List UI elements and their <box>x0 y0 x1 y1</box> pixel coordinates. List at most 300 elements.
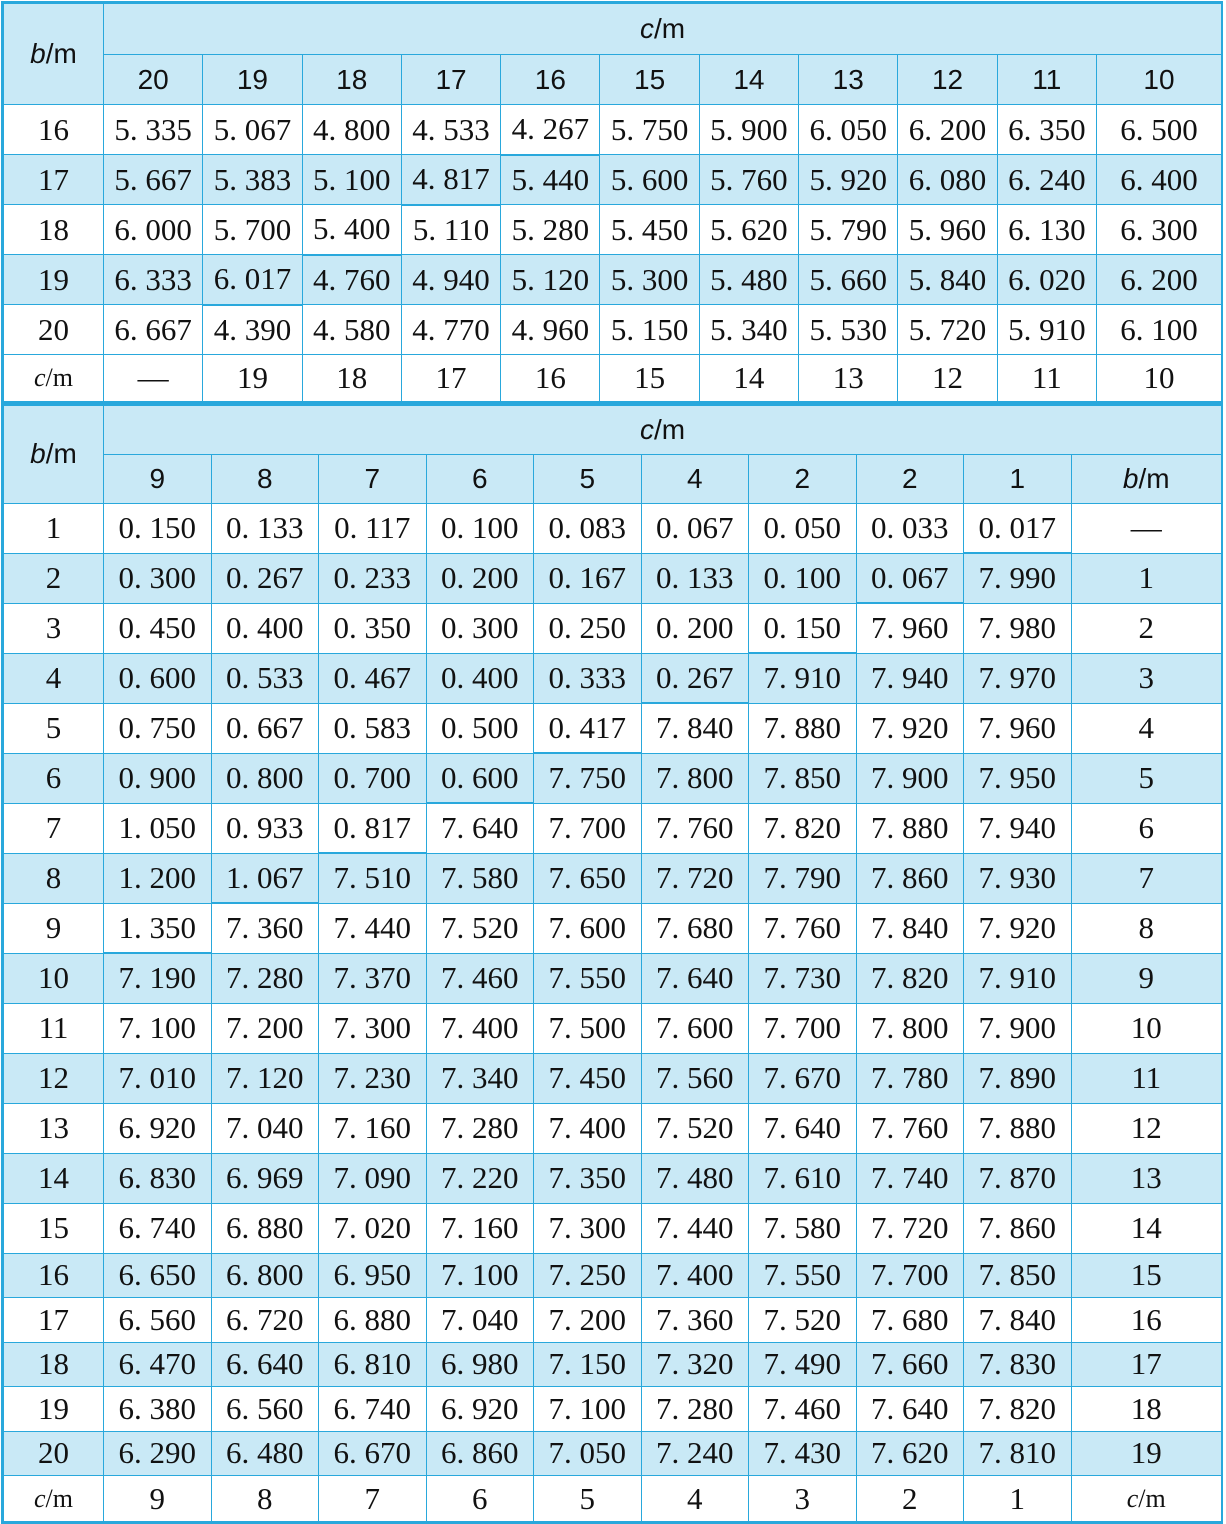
table-cell: 6. 667 <box>104 305 203 355</box>
column-header: 12 <box>898 55 997 105</box>
table-cell: 7. 520 <box>426 903 534 953</box>
table-cell: 0. 583 <box>319 703 427 753</box>
row-label-b-right: 8 <box>1071 903 1222 953</box>
row-label-b-right: 4 <box>1071 703 1222 753</box>
table-cell: 5. 120 <box>501 255 600 305</box>
table-cell: 7. 610 <box>749 1153 857 1203</box>
table-cell: 7. 300 <box>534 1203 642 1253</box>
column-header: 14 <box>699 55 798 105</box>
table-row <box>4 1387 1222 1432</box>
table-cell: 7. 920 <box>856 703 964 753</box>
table-cell: 7. 640 <box>641 953 749 1003</box>
table-cell: 6. 080 <box>898 155 997 205</box>
table-cell: 7. 970 <box>964 653 1072 703</box>
footer-label-c: c/m <box>4 355 104 403</box>
table-row <box>4 503 1222 553</box>
table-cell: 4. 580 <box>302 305 401 355</box>
table-cell: 6. 740 <box>319 1387 427 1432</box>
table-cell: 0. 450 <box>104 603 212 653</box>
table-cell: 7. 160 <box>319 1103 427 1153</box>
table-row <box>4 803 1222 853</box>
table-cell: 0. 667 <box>211 703 319 753</box>
table-cell: 6. 830 <box>104 1153 212 1203</box>
table-cell: 0. 150 <box>749 603 857 653</box>
table-cell: 6. 560 <box>211 1387 319 1432</box>
footer-label-c-var: c <box>34 362 46 392</box>
table-row <box>4 853 1222 903</box>
table-cell: 0. 400 <box>211 603 319 653</box>
table-cell: 6. 290 <box>104 1431 212 1476</box>
table-cell: 7. 880 <box>856 803 964 853</box>
table-cell: 0. 100 <box>749 553 857 603</box>
table-cell: 7. 910 <box>964 953 1072 1003</box>
table-cell: 6. 670 <box>319 1431 427 1476</box>
table-cell: 7. 790 <box>749 853 857 903</box>
column-header: 6 <box>426 454 534 503</box>
table-cell: 7. 800 <box>641 753 749 803</box>
footer-cell: 6 <box>426 1476 534 1522</box>
table-cell: 7. 400 <box>534 1103 642 1153</box>
table-cell: 7. 360 <box>641 1298 749 1343</box>
table-cell: 7. 440 <box>319 903 427 953</box>
row-label-b-right: 7 <box>1071 853 1222 903</box>
table-cell: 0. 250 <box>534 603 642 653</box>
table-row <box>4 1431 1222 1476</box>
table-cell: 5. 960 <box>898 205 997 255</box>
table-cell: 5. 340 <box>699 305 798 355</box>
table-cell: 0. 167 <box>534 553 642 603</box>
table-cell: 7. 400 <box>641 1253 749 1298</box>
row-label-b: 16 <box>4 105 104 155</box>
footer-cell: 2 <box>856 1476 964 1522</box>
table-cell: 7. 360 <box>211 903 319 953</box>
table-cell: 6. 880 <box>319 1298 427 1343</box>
table-cell: 7. 990 <box>964 553 1072 603</box>
right-header-b: b/m <box>1071 454 1222 503</box>
table-cell: 4. 267 <box>501 105 600 155</box>
column-header: 2 <box>856 454 964 503</box>
table-cell: 7. 910 <box>749 653 857 703</box>
table-cell: 7. 940 <box>856 653 964 703</box>
table-cell: 6. 240 <box>997 155 1096 205</box>
table-cell: 6. 480 <box>211 1431 319 1476</box>
table-cell: 7. 090 <box>319 1153 427 1203</box>
table-cell: 7. 010 <box>104 1053 212 1103</box>
table-cell: 5. 600 <box>600 155 699 205</box>
row-header-b-var: b <box>30 438 46 469</box>
row-label-b-right: — <box>1071 503 1222 553</box>
table-cell: 6. 500 <box>1096 105 1221 155</box>
table-cell: 4. 940 <box>401 255 500 305</box>
table-cell: 7. 120 <box>211 1053 319 1103</box>
row-label-b: 12 <box>4 1053 104 1103</box>
table-cell: 7. 520 <box>641 1103 749 1153</box>
table-cell: 0. 300 <box>104 553 212 603</box>
table-cell: 6. 860 <box>426 1431 534 1476</box>
table-cell: 5. 667 <box>104 155 203 205</box>
table-cell: 0. 500 <box>426 703 534 753</box>
footer-label-c-right-var: c <box>1126 1483 1139 1513</box>
table-cell: 7. 850 <box>749 753 857 803</box>
table-cell: 7. 740 <box>856 1153 964 1203</box>
table-cell: 7. 880 <box>964 1103 1072 1153</box>
table-cell: 7. 720 <box>641 853 749 903</box>
table-cell: 7. 040 <box>426 1298 534 1343</box>
table-cell: 0. 100 <box>426 503 534 553</box>
table-cell: 0. 800 <box>211 753 319 803</box>
table-cell: 7. 200 <box>211 1003 319 1053</box>
table-row <box>4 1153 1222 1203</box>
table-cell: 6. 920 <box>104 1103 212 1153</box>
table-cell: 4. 770 <box>401 305 500 355</box>
table-cell: 7. 780 <box>856 1053 964 1103</box>
table-cell: 5. 910 <box>997 305 1096 355</box>
column-header: 13 <box>799 55 898 105</box>
table-cell: 1. 067 <box>211 853 319 903</box>
row-label-b-right: 15 <box>1071 1253 1222 1298</box>
row-label-b-right: 5 <box>1071 753 1222 803</box>
table-cell: 6. 650 <box>104 1253 212 1298</box>
row-label-b: 18 <box>4 1342 104 1387</box>
table-cell: 7. 200 <box>534 1298 642 1343</box>
footer-cell: 16 <box>501 355 600 403</box>
table-cell: 5. 280 <box>501 205 600 255</box>
row-label-b: 5 <box>4 703 104 753</box>
table-cell: 0. 700 <box>319 753 427 803</box>
table-cell: 6. 380 <box>104 1387 212 1432</box>
table-cell: 7. 960 <box>856 603 964 653</box>
column-header: 5 <box>534 454 642 503</box>
table-cell: 7. 860 <box>856 853 964 903</box>
table-cell: 1. 050 <box>104 803 212 853</box>
table-cell: 4. 960 <box>501 305 600 355</box>
table-cell: 5. 440 <box>501 155 600 205</box>
table-row <box>4 1253 1222 1298</box>
table-cell: 0. 133 <box>211 503 319 553</box>
row-label-b: 19 <box>4 255 104 305</box>
table-cell: 0. 067 <box>856 553 964 603</box>
table-cell: 5. 480 <box>699 255 798 305</box>
footer-cell: — <box>104 355 203 403</box>
table-cell: 5. 720 <box>898 305 997 355</box>
row-label-b: 4 <box>4 653 104 703</box>
footer-cell: 18 <box>302 355 401 403</box>
table-cell: 7. 760 <box>856 1103 964 1153</box>
footer-cell: 8 <box>211 1476 319 1522</box>
table-cell: 0. 150 <box>104 503 212 553</box>
table-cell: 0. 017 <box>964 503 1072 553</box>
table-cell: 5. 530 <box>799 305 898 355</box>
table-cell: 7. 350 <box>534 1153 642 1203</box>
table-cell: 6. 200 <box>1096 255 1221 305</box>
table-cell: 7. 900 <box>964 1003 1072 1053</box>
table-cell: 7. 190 <box>104 953 212 1003</box>
table-cell: 0. 900 <box>104 753 212 803</box>
table-row <box>4 653 1222 703</box>
column-header: 10 <box>1096 55 1221 105</box>
footer-label-c-var: c <box>34 1483 46 1513</box>
table-cell: 0. 600 <box>104 653 212 703</box>
table-cell: 7. 730 <box>749 953 857 1003</box>
table-cell: 0. 817 <box>319 803 427 853</box>
table-cell: 7. 150 <box>534 1342 642 1387</box>
table-cell: 7. 480 <box>641 1153 749 1203</box>
table-cell: 7. 100 <box>426 1253 534 1298</box>
table-cell: 7. 550 <box>534 953 642 1003</box>
table-cell: 7. 760 <box>641 803 749 853</box>
table-cell: 5. 760 <box>699 155 798 205</box>
footer-cell: 9 <box>104 1476 212 1522</box>
row-label-b-right: 6 <box>1071 803 1222 853</box>
table-cell: 0. 133 <box>641 553 749 603</box>
column-header: 8 <box>211 454 319 503</box>
footer-cell: 15 <box>600 355 699 403</box>
table-cell: 6. 800 <box>211 1253 319 1298</box>
table-cell: 7. 460 <box>426 953 534 1003</box>
table-cell: 7. 450 <box>534 1053 642 1103</box>
table-cell: 7. 830 <box>964 1342 1072 1387</box>
column-header: 16 <box>501 55 600 105</box>
table-cell: 7. 940 <box>964 803 1072 853</box>
table-cell: 5. 700 <box>203 205 302 255</box>
footer-cell: 3 <box>749 1476 857 1522</box>
table-cell: 5. 110 <box>401 205 500 255</box>
table-cell: 6. 130 <box>997 205 1096 255</box>
row-label-b: 8 <box>4 853 104 903</box>
table-cell: 0. 300 <box>426 603 534 653</box>
table-row <box>4 205 1222 255</box>
table-cell: 7. 850 <box>964 1253 1072 1298</box>
row-label-b-right: 2 <box>1071 603 1222 653</box>
table-cell: 4. 760 <box>302 255 401 305</box>
table-cell: 7. 930 <box>964 853 1072 903</box>
table-cell: 0. 050 <box>749 503 857 553</box>
footer-cell: 14 <box>699 355 798 403</box>
table-cell: 6. 969 <box>211 1153 319 1203</box>
table-cell: 0. 200 <box>426 553 534 603</box>
table-cell: 5. 067 <box>203 105 302 155</box>
footer-cell: 10 <box>1096 355 1221 403</box>
column-header: 4 <box>641 454 749 503</box>
row-label-b-right: 1 <box>1071 553 1222 603</box>
table-cell: 5. 335 <box>104 105 203 155</box>
table-cell: 7. 650 <box>534 853 642 903</box>
table-cell: 4. 800 <box>302 105 401 155</box>
table-cell: 0. 350 <box>319 603 427 653</box>
table-cell: 7. 600 <box>641 1003 749 1053</box>
table-cell: 7. 920 <box>964 903 1072 953</box>
table-cell: 7. 440 <box>641 1203 749 1253</box>
row-label-b: 17 <box>4 1298 104 1343</box>
table-row <box>4 1298 1222 1343</box>
footer-cell: 5 <box>534 1476 642 1522</box>
table-row <box>4 255 1222 305</box>
row-label-b: 19 <box>4 1387 104 1432</box>
table-cell: 7. 670 <box>749 1053 857 1103</box>
row-label-b-right: 9 <box>1071 953 1222 1003</box>
table-cell: 7. 900 <box>856 753 964 803</box>
table-cell: 5. 660 <box>799 255 898 305</box>
table-cell: 5. 840 <box>898 255 997 305</box>
row-label-b-right: 13 <box>1071 1153 1222 1203</box>
table-row <box>4 603 1222 653</box>
group-header-c: c/m <box>104 405 1222 454</box>
table-cell: 6. 560 <box>104 1298 212 1343</box>
table-cell: 5. 620 <box>699 205 798 255</box>
row-label-b: 10 <box>4 953 104 1003</box>
table-row <box>4 305 1222 355</box>
table-cell: 7. 820 <box>964 1387 1072 1432</box>
row-label-b: 20 <box>4 1431 104 1476</box>
table-upper <box>3 3 1222 405</box>
table-cell: 7. 700 <box>534 803 642 853</box>
group-header-c-var: c <box>639 413 654 445</box>
column-header: 11 <box>997 55 1096 105</box>
table-cell: 7. 870 <box>964 1153 1072 1203</box>
right-header-b-var: b <box>1122 462 1139 494</box>
table-cell: 6. 000 <box>104 205 203 255</box>
table-cell: 7. 700 <box>856 1253 964 1298</box>
table-cell: 6. 740 <box>104 1203 212 1253</box>
table-cell: 7. 880 <box>749 703 857 753</box>
table-cell: 0. 117 <box>319 503 427 553</box>
table-cell: 6. 640 <box>211 1342 319 1387</box>
table-cell: 7. 640 <box>749 1103 857 1153</box>
row-label-b: 18 <box>4 205 104 255</box>
row-label-b: 14 <box>4 1153 104 1203</box>
table-cell: 1. 200 <box>104 853 212 903</box>
table-row <box>4 903 1222 953</box>
row-label-b: 20 <box>4 305 104 355</box>
table-cell: 7. 050 <box>534 1431 642 1476</box>
table-cell: 5. 400 <box>302 205 401 255</box>
column-header: 17 <box>401 55 500 105</box>
table-cell: 7. 840 <box>856 903 964 953</box>
footer-cell: 13 <box>799 355 898 403</box>
row-label-b: 15 <box>4 1203 104 1253</box>
table-cell: 6. 020 <box>997 255 1096 305</box>
table-cell: 0. 533 <box>211 653 319 703</box>
table-cell: 7. 400 <box>426 1003 534 1053</box>
table-row <box>4 105 1222 155</box>
table-cell: 6. 810 <box>319 1342 427 1387</box>
row-label-b: 6 <box>4 753 104 803</box>
table-cell: 6. 300 <box>1096 205 1221 255</box>
table-cell: 6. 720 <box>211 1298 319 1343</box>
column-header: 1 <box>964 454 1072 503</box>
footer-row <box>4 355 1222 403</box>
column-header: 20 <box>104 55 203 105</box>
table-cell: 7. 580 <box>749 1203 857 1253</box>
column-header: 18 <box>302 55 401 105</box>
table-cell: 7. 800 <box>856 1003 964 1053</box>
row-label-b: 2 <box>4 553 104 603</box>
table-cell: 7. 680 <box>641 903 749 953</box>
column-header: 15 <box>600 55 699 105</box>
table-cell: 0. 267 <box>211 553 319 603</box>
row-label-b: 11 <box>4 1003 104 1053</box>
table-cell: 7. 510 <box>319 853 427 903</box>
table-cell: 6. 950 <box>319 1253 427 1298</box>
column-header: 2 <box>749 454 857 503</box>
footer-label-c: c/m <box>4 1476 104 1522</box>
table-cell: 4. 533 <box>401 105 500 155</box>
table-cell: 6. 200 <box>898 105 997 155</box>
column-header: 19 <box>203 55 302 105</box>
table-cell: 0. 233 <box>319 553 427 603</box>
table-cell: 7. 840 <box>964 1298 1072 1343</box>
table-cell: 0. 467 <box>319 653 427 703</box>
table-cell: 7. 810 <box>964 1431 1072 1476</box>
row-label-b: 9 <box>4 903 104 953</box>
table-cell: 4. 817 <box>401 155 500 205</box>
row-label-b-right: 17 <box>1071 1342 1222 1387</box>
footer-cell: 11 <box>997 355 1096 403</box>
table-cell: 7. 890 <box>964 1053 1072 1103</box>
row-label-b: 13 <box>4 1103 104 1153</box>
table-cell: 5. 900 <box>699 105 798 155</box>
row-label-b-right: 16 <box>1071 1298 1222 1343</box>
table-cell: 7. 500 <box>534 1003 642 1053</box>
footer-cell: 7 <box>319 1476 427 1522</box>
table-row <box>4 1053 1222 1103</box>
tables-container <box>1 1 1223 1524</box>
row-label-b-right: 18 <box>1071 1387 1222 1432</box>
table-cell: 4. 390 <box>203 305 302 355</box>
table-cell: 6. 920 <box>426 1387 534 1432</box>
table-cell: 7. 980 <box>964 603 1072 653</box>
table-cell: 0. 067 <box>641 503 749 553</box>
table-cell: 7. 820 <box>749 803 857 853</box>
table-cell: 1. 350 <box>104 903 212 953</box>
table-cell: 5. 920 <box>799 155 898 205</box>
table-cell: 7. 700 <box>749 1003 857 1053</box>
table-cell: 7. 100 <box>534 1387 642 1432</box>
row-label-b: 1 <box>4 503 104 553</box>
row-label-b: 16 <box>4 1253 104 1298</box>
table-cell: 7. 300 <box>319 1003 427 1053</box>
table-cell: 7. 750 <box>534 753 642 803</box>
table-cell: 7. 640 <box>426 803 534 853</box>
table-cell: 6. 880 <box>211 1203 319 1253</box>
table-cell: 6. 333 <box>104 255 203 305</box>
table-cell: 0. 750 <box>104 703 212 753</box>
row-label-b: 17 <box>4 155 104 205</box>
table-cell: 7. 680 <box>856 1298 964 1343</box>
table-cell: 7. 600 <box>534 903 642 953</box>
table-cell: 7. 960 <box>964 703 1072 753</box>
table-cell: 7. 840 <box>641 703 749 753</box>
footer-cell: 12 <box>898 355 997 403</box>
row-label-b-right: 10 <box>1071 1003 1222 1053</box>
table-cell: 0. 200 <box>641 603 749 653</box>
table-cell: 0. 933 <box>211 803 319 853</box>
table-cell: 0. 267 <box>641 653 749 703</box>
table-cell: 7. 220 <box>426 1153 534 1203</box>
table-cell: 6. 980 <box>426 1342 534 1387</box>
footer-row <box>4 1476 1222 1522</box>
table-cell: 7. 760 <box>749 903 857 953</box>
table-cell: 0. 033 <box>856 503 964 553</box>
table-cell: 7. 490 <box>749 1342 857 1387</box>
table-cell: 0. 083 <box>534 503 642 553</box>
table-cell: 7. 100 <box>104 1003 212 1053</box>
table-row <box>4 753 1222 803</box>
table-cell: 7. 550 <box>749 1253 857 1298</box>
table-cell: 7. 240 <box>641 1431 749 1476</box>
table-cell: 5. 100 <box>302 155 401 205</box>
table-lower <box>3 405 1222 1523</box>
